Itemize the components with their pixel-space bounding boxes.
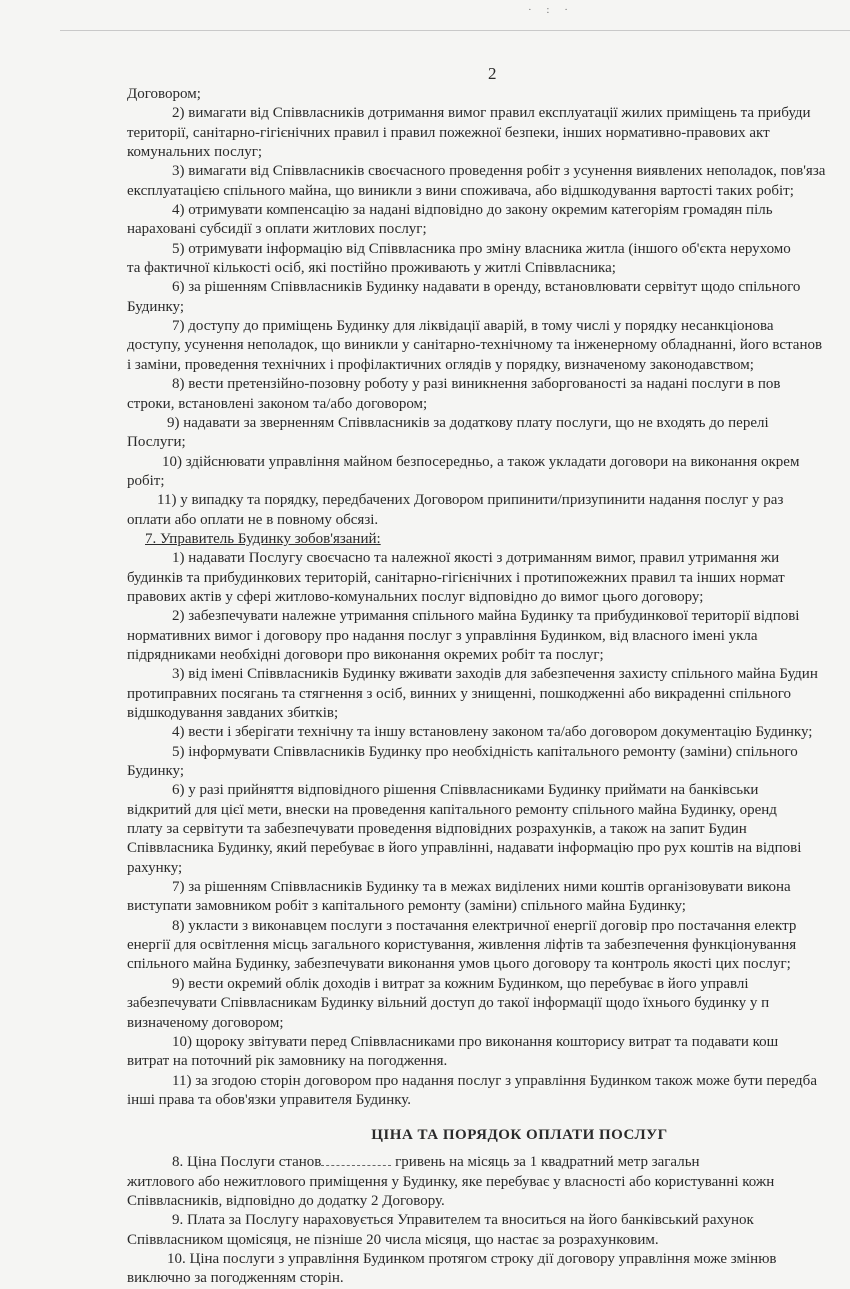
text-line: оплати або оплати не в повному обсязі. bbox=[127, 511, 379, 528]
duty-item-1: 1) надавати Послугу своєчасно та належної якості з дотриманням вимог, правил утримання жи bbox=[172, 550, 780, 567]
scan-marks: · : · bbox=[528, 4, 574, 16]
text-line: визначеному договором; bbox=[127, 1014, 284, 1031]
text-line: правових актів у сфері житлово-комунальних послуг відповідно до вимог цього договору; bbox=[127, 588, 704, 605]
text-line: Співвласником щомісяця, не пізніше 20 числа місяця, що настає за розрахунковим. bbox=[127, 1231, 659, 1248]
list-item-8: 8) вести претензійно-позовну роботу у разі виникнення заборгованості за надані послуги в пов bbox=[172, 376, 781, 393]
list-item-7: 7) доступу до приміщень Будинку для ліквідації аварій, в тому числі у порядку несанкціонова bbox=[172, 318, 774, 335]
list-item-3: 3) вимагати від Співвласників своєчасного проведення робіт з усунення виявлених неполадок, пов'яза bbox=[172, 163, 826, 180]
text-line: доступу, усунення неполадок, що виникли у санітарно-технічному та інженерному обладнанні, його встанов bbox=[127, 337, 823, 354]
text-line: Співвласника Будинку, який перебуває в його управлінні, надавати інформацію про рух коштів на відпові bbox=[127, 840, 802, 857]
clause-8-end: гривень на місяць за 1 квадратний метр загальн bbox=[391, 1154, 700, 1171]
text-line: витрат на поточний рік замовнику на погодження. bbox=[127, 1053, 448, 1070]
clause-10: 10. Ціна послуги з управління Будинком протягом строку дії договору управління може змінюв bbox=[167, 1250, 777, 1267]
text-line: житлового або нежитлового приміщення у Будинку, яке перебуває у власності або користуванні кожн bbox=[127, 1173, 775, 1190]
section-heading: ЦІНА ТА ПОРЯДОК ОПЛАТИ ПОСЛУГ bbox=[371, 1127, 668, 1144]
list-item-5: 5) отримувати інформацію від Співвласника про зміну власника житла (іншого об'єкта нерухомо bbox=[172, 240, 791, 257]
list-item-10: 10) здійснювати управління майном безпосередньо, а також укладати договори на виконання окрем bbox=[162, 453, 800, 470]
text-line: плату за сервітути та забезпечувати проведення відповідних розрахунків, а також на запит Будин bbox=[127, 821, 747, 838]
page-number: 2 bbox=[488, 64, 497, 83]
text-line: експлуатацією спільного майна, що виникли з вини споживача, або відшкодування вартості таких робіт; bbox=[127, 182, 794, 199]
clause-8 bbox=[127, 1153, 850, 1172]
clause-9: 9. Плата за Послугу нараховується Управителем та вноситься на його банківський рахунок bbox=[172, 1212, 754, 1229]
text-line: та фактичної кількості осіб, які постійно проживають у житлі Співвласника; bbox=[127, 260, 616, 277]
duty-item-8: 8) укласти з виконавцем послуги з постачання електричної енергії договір про постачання електр bbox=[172, 917, 797, 934]
text-line: спільного майна Будинку, забезпечувати виконання умов цього договору та контроль якості цих послуг; bbox=[127, 956, 791, 973]
text-line: території, санітарно-гігієнічних правил і правил пожежної безпеки, інших нормативно-правових акт bbox=[127, 124, 770, 141]
text-line: комунальних послуг; bbox=[127, 144, 263, 161]
text-line: підрядниками необхідні договори про виконання окремих робіт та послуг; bbox=[127, 646, 604, 663]
duty-item-5: 5) інформувати Співвласників Будинку про необхідність капітального ремонту (заміни) спільного bbox=[172, 743, 798, 760]
text-line: робіт; bbox=[127, 472, 165, 489]
text-line: нараховані субсидії з оплати житлових послуг; bbox=[127, 221, 427, 238]
clause-8-start: 8. Ціна Послуги станов bbox=[172, 1154, 322, 1171]
text-line: строки, встановлені законом та/або договором; bbox=[127, 395, 428, 412]
text-line: нормативних вимог і договору про надання послуг з управління Будинком, від власного імені укла bbox=[127, 627, 758, 644]
document-body bbox=[127, 85, 850, 1289]
text-line: рахунку; bbox=[127, 859, 183, 876]
duty-item-7: 7) за рішенням Співвласників Будинку та в межах виділених ними коштів організовувати викона bbox=[172, 879, 791, 896]
text-line: енергії для освітлення місць загального користування, живлення ліфтів та забезпечення функціонування bbox=[127, 937, 797, 954]
text-line: Будинку; bbox=[127, 763, 185, 780]
text-line: Співвласників, відповідно до додатку 2 Договору. bbox=[127, 1192, 445, 1209]
list-item-2: 2) вимагати від Співвласників дотримання вимог правил експлуатації жилих приміщень та прибуди bbox=[172, 105, 811, 122]
duty-item-2: 2) забезпечувати належне утримання спільного майна Будинку та прибудинкової території відпові bbox=[172, 608, 800, 625]
text-line: забезпечувати Співвласникам Будинку вільний доступ до такої інформації щодо їхнього будинку у п bbox=[127, 995, 770, 1012]
text-line: і заміни, проведення технічних і профілактичних оглядів у порядку, визначеному законодавством; bbox=[127, 356, 754, 373]
list-item-6: 6) за рішенням Співвласників Будинку надавати в оренду, встановлювати сервітут щодо спільного bbox=[172, 279, 801, 296]
section-7-heading: 7. Управитель Будинку зобов'язаний: bbox=[145, 530, 381, 547]
list-item-4: 4) отримувати компенсацію за надані відповідно до закону окремим категоріям громадян піль bbox=[172, 202, 773, 219]
scan-edge-line bbox=[60, 30, 850, 31]
duty-item-4: 4) вести і зберігати технічну та іншу встановлену законом та/або договором документацію Будинку; bbox=[172, 724, 813, 741]
list-item-11: 11) у випадку та порядку, передбачених Договором припинити/призупинити надання послуг у раз bbox=[157, 492, 784, 509]
duty-item-11: 11) за згодою сторін договором про надання послуг з управління Будинком також може бути передба bbox=[172, 1072, 817, 1089]
duty-item-3: 3) від імені Співвласників Будинку вживати заходів для забезпечення захисту спільного майна Будин bbox=[172, 666, 818, 683]
text-line: виступати замовником робіт з капітального ремонту (заміни) спільного майна Будинку; bbox=[127, 898, 686, 915]
text-line: протиправних посягань та стягнення з осіб, винних у знищенні, пошкодженні або викраденні спільного bbox=[127, 685, 792, 702]
list-item-9: 9) надавати за зверненням Співвласників за додаткову плату послуги, що не входять до перелі bbox=[167, 414, 769, 431]
text-line: Будинку; bbox=[127, 298, 185, 315]
text-line: інші права та обов'язки управителя Будинку. bbox=[127, 1091, 412, 1108]
duty-item-9: 9) вести окремий облік доходів і витрат за кожним Будинком, що перебуває в його управлі bbox=[172, 975, 749, 992]
text-line: виключно за погодженням сторін. bbox=[127, 1270, 344, 1287]
text-line: відкритий для цієї мети, внески на проведення капітального ремонту спільного майна Будинку, оренд bbox=[127, 801, 777, 818]
text-line: будинків та прибудинкових територій, санітарно-гігієнічних і протипожежних правил та інших нормат bbox=[127, 569, 785, 586]
price-blank-field bbox=[321, 1153, 391, 1166]
text-line: відшкодування завданих збитків; bbox=[127, 705, 339, 721]
text-line: Послуги; bbox=[127, 434, 186, 451]
duty-item-6: 6) у разі прийняття відповідного рішення Співвласниками Будинку приймати на банківськи bbox=[172, 782, 759, 799]
duty-item-10: 10) щороку звітувати перед Співвласниками про виконання кошторису витрат та подавати кош bbox=[172, 1033, 779, 1050]
text-line: Договором; bbox=[127, 86, 201, 102]
